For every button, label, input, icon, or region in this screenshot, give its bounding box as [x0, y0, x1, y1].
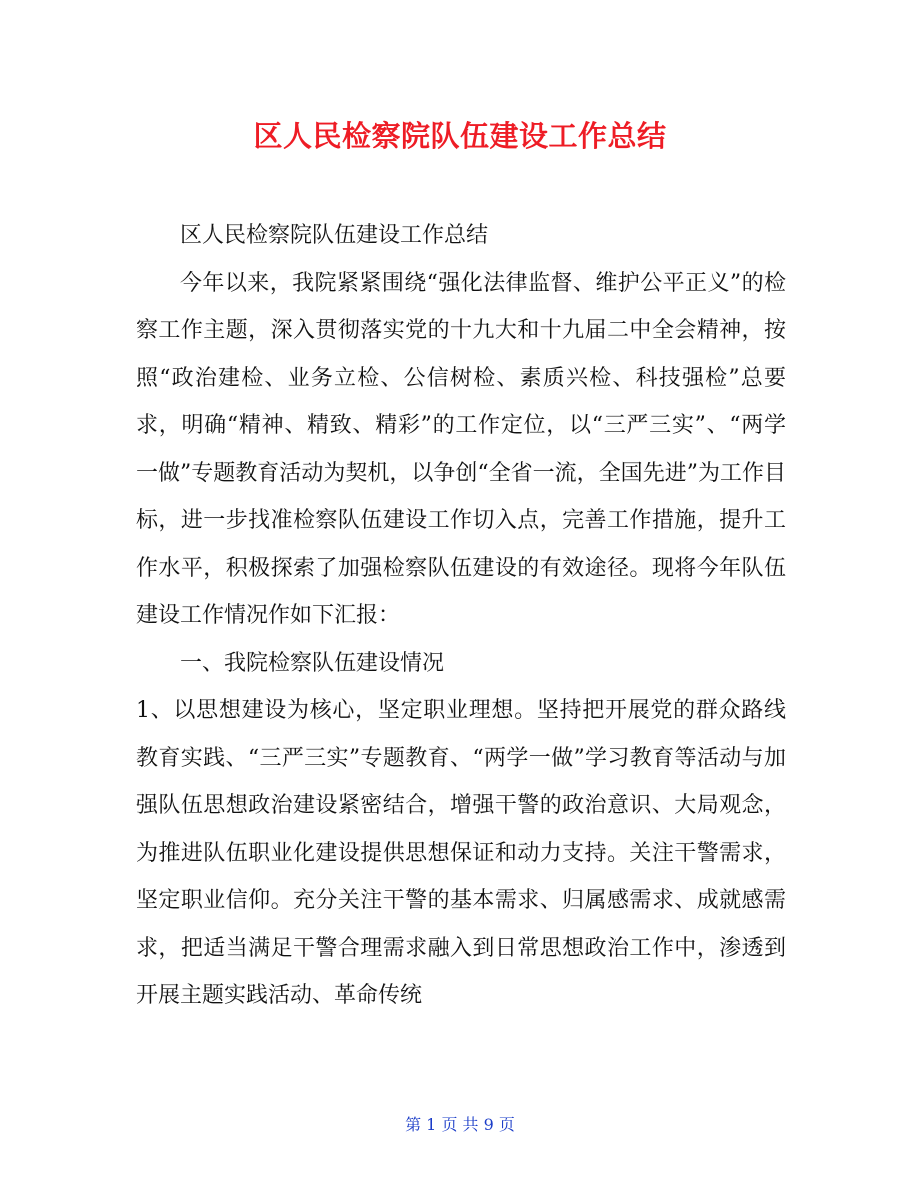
- document-title: 区人民检察院队伍建设工作总结: [253, 119, 667, 153]
- section-heading: 一、我院检察队伍建设情况: [180, 650, 445, 676]
- page-number-footer: 第 1 页 共 9 页: [405, 1115, 515, 1134]
- document-body: [136, 212, 786, 1020]
- paragraph-subtitle: 区人民检察院队伍建设工作总结: [180, 223, 489, 248]
- paragraph-item-1: 1、以思想建设为核心，坚定职业理想。坚持把开展党的群众路线教育实践、“三严三实”专题教育、“两学一做”学习教育等活动与加强队伍思想政治建设紧密结合，增强干警的政治意识、大局观念，为推进队伍职业化建设提供思想保证和动力支持。关注干警需求，坚定职业信仰。充分关注干警的基本需求、归属感需求、成就感需求，把适当满足干警合理需求融入到日常思想政治工作中，渗透到开展主题实践活动、革命传统: [136, 698, 786, 1008]
- paragraph-intro: 今年以来，我院紧紧围绕“强化法律监督、维护公平正义”的检察工作主题，深入贯彻落实党的十九大和十九届二中全会精神，按照“政治建检、业务立检、公信树检、素质兴检、科技强检”总要求，明确“精神、精致、精彩”的工作定位，以“三严三实”、“两学一做”专题教育活动为契机，以争创“全省一流，全国先进”为工作目标，进一步找准检察队伍建设工作切入点，完善工作措施，提升工作水平，积极探索了加强检察队伍建设的有效途径。现将今年队伍建设工作情况作如下汇报：: [136, 270, 786, 628]
